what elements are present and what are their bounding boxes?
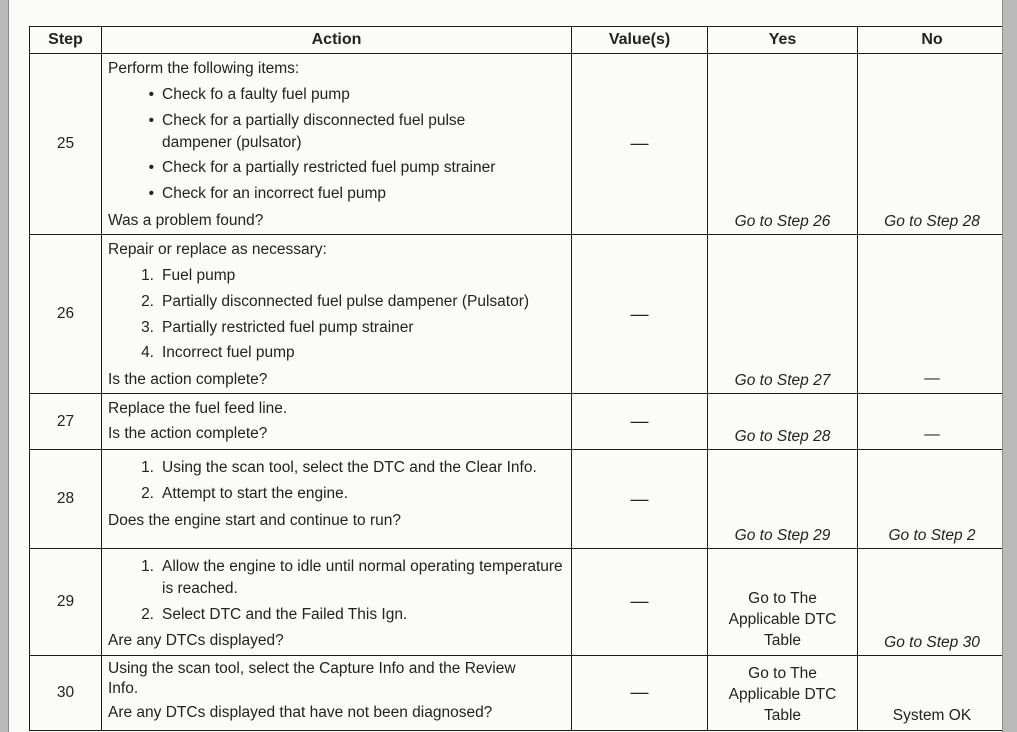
- viewer-right-border: [1002, 0, 1017, 732]
- table-row: [30, 655, 1007, 730]
- list-number: 1.: [141, 267, 154, 285]
- list-item-text: Attempt to start the engine.: [162, 484, 349, 502]
- yes-text: Go to The Applicable DTC Table: [728, 589, 837, 649]
- list-item: [108, 84, 567, 106]
- list-item: [108, 183, 567, 205]
- value-cell: —: [572, 450, 708, 549]
- document-page: [9, 0, 1002, 732]
- step-number: 28: [30, 450, 102, 549]
- list-item-text: Partially disconnected fuel pulse dampener (Pulsator): [162, 292, 530, 310]
- action-cell: [102, 234, 572, 393]
- action-question: Was a problem found?: [108, 211, 264, 229]
- no-cell: Go to Step 28: [858, 54, 1007, 235]
- action-cell: [102, 549, 572, 655]
- yes-cell: Go to Step 29: [708, 450, 858, 549]
- action-intro: Using the scan tool, select the Capture Info and the Review Info.: [108, 659, 516, 697]
- list-item-text: Check for a partially restricted fuel pump strainer: [162, 159, 496, 177]
- value-cell: —: [572, 655, 708, 730]
- list-item-text: Select DTC and the Failed This Ign.: [162, 605, 408, 623]
- header-row: [30, 27, 1007, 54]
- action-intro: Perform the following items:: [108, 60, 300, 77]
- list-number: 1.: [141, 459, 154, 477]
- table-row: [30, 234, 1007, 393]
- list-number: 2.: [141, 605, 154, 623]
- yes-cell: Go to Step 28: [708, 394, 858, 450]
- value-cell: —: [572, 549, 708, 655]
- action-intro: Repair or replace as necessary:: [108, 240, 327, 258]
- list-item: [108, 342, 567, 364]
- no-cell: System OK: [858, 655, 1007, 730]
- step-number: 27: [30, 394, 102, 450]
- list-item-text: Partially restricted fuel pump strainer: [162, 318, 414, 336]
- no-cell: Go to Step 30: [858, 549, 1007, 655]
- list-item: [108, 291, 567, 313]
- list-item-text: Check fo a faulty fuel pump: [162, 86, 350, 104]
- header-action: Action: [102, 27, 572, 54]
- bullet: •: [148, 185, 154, 202]
- yes-cell: [708, 655, 858, 730]
- list-number: 4.: [141, 344, 154, 362]
- yes-cell: Go to Step 26: [708, 54, 858, 235]
- list-item-text: Allow the engine to idle until normal operating temperature is reached.: [162, 558, 563, 597]
- list-item-text: Using the scan tool, select the DTC and the Clear Info.: [162, 459, 537, 477]
- list-item: [108, 317, 567, 339]
- table-row: [30, 549, 1007, 655]
- list-item: [108, 604, 567, 626]
- list-item-text: Fuel pump: [162, 267, 236, 285]
- no-cell: —: [858, 394, 1007, 450]
- step-number: 26: [30, 234, 102, 393]
- yes-text: Go to The Applicable DTC Table: [728, 664, 837, 724]
- header-step: Step: [30, 27, 102, 54]
- viewer-left-border: [0, 0, 9, 732]
- yes-cell: Go to Step 27: [708, 234, 858, 393]
- yes-cell: [708, 549, 858, 655]
- list-item: [108, 110, 538, 153]
- list-item-text: Check for a partially disconnected fuel pulse dampener (pulsator): [162, 111, 466, 151]
- list-item-text: Check for an incorrect fuel pump: [162, 185, 386, 202]
- list-item: [108, 457, 568, 479]
- value-cell: —: [572, 234, 708, 393]
- list-number: 1.: [141, 558, 154, 576]
- action-cell: [102, 655, 572, 730]
- bullet: •: [148, 111, 154, 129]
- action-question: Are any DTCs displayed that have not been diagnosed?: [108, 703, 493, 721]
- action-intro: Replace the fuel feed line.: [108, 400, 288, 418]
- table-row: [30, 394, 1007, 450]
- step-number: 29: [30, 549, 102, 655]
- list-number: 2.: [141, 484, 154, 502]
- no-cell: Go to Step 2: [858, 450, 1007, 549]
- action-question: Does the engine start and continue to run?: [108, 511, 401, 529]
- list-item: [108, 556, 568, 599]
- no-cell: —: [858, 234, 1007, 393]
- table-row: [30, 54, 1007, 235]
- action-question: Are any DTCs displayed?: [108, 632, 284, 650]
- step-number: 30: [30, 655, 102, 730]
- diagnostic-table: [29, 26, 1007, 731]
- action-cell: [102, 394, 572, 450]
- list-item: [108, 157, 567, 179]
- action-cell: [102, 450, 572, 549]
- header-yes: Yes: [708, 27, 858, 54]
- list-item: [108, 483, 567, 505]
- list-number: 3.: [141, 318, 154, 336]
- value-cell: —: [572, 54, 708, 235]
- list-item-text: Incorrect fuel pump: [162, 344, 295, 362]
- value-cell: —: [572, 394, 708, 450]
- action-question: Is the action complete?: [108, 425, 268, 443]
- bullet: •: [148, 86, 154, 104]
- action-question: Is the action complete?: [108, 370, 268, 388]
- table-row: [30, 450, 1007, 549]
- step-number: 25: [30, 54, 102, 235]
- list-number: 2.: [141, 292, 154, 310]
- header-no: No: [858, 27, 1007, 54]
- bullet: •: [148, 159, 154, 177]
- action-cell: [102, 54, 572, 235]
- header-values: Value(s): [572, 27, 708, 54]
- list-item: [108, 265, 567, 287]
